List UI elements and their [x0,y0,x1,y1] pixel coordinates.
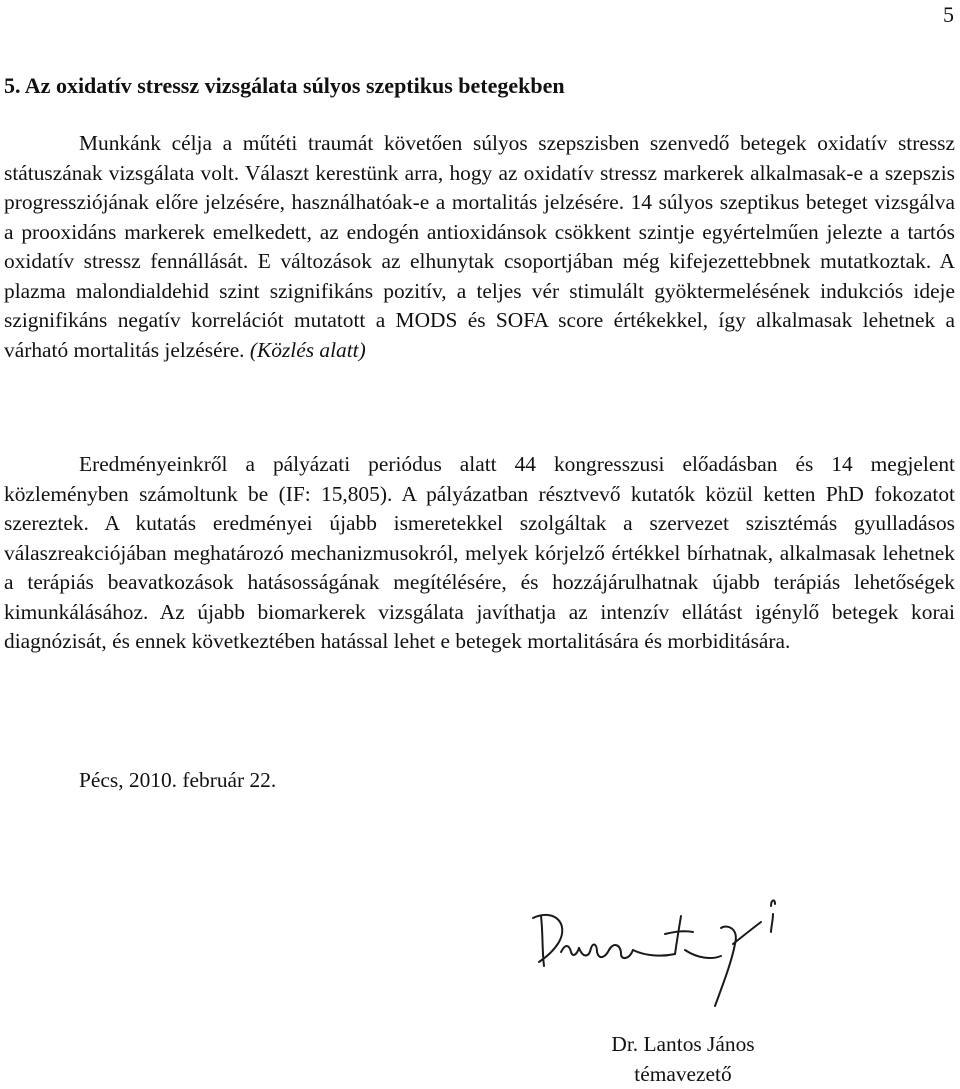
paragraph-1-text: Munkánk célja a műtéti traumát követően súlyos szepszisben szenvedő betegek oxidatív stressz státuszának vizsgálata volt. Választ kerestünk arra, hogy az oxidatív stressz markerek alkalmasak-e a szepszis progressziójának előre jelzésére, használhatóak-e a mortalitás jelzésére. 14 súlyos szeptikus beteget vizsgálva a prooxidáns markerek emelkedett, az endogén antioxidánsok csökkent szintje egyértelműen jelezte a tartós oxidatív stressz fennállását. E változások az elhunytak csoportjában még kifejezettebbnek mutatkoztak. A plazma malondialdehid szint szignifikáns pozitív, a teljes vér stimulált gyöktermelésének indukciós ideje szignifikáns negatív korrelációt mutatott a MODS és SOFA score értékekkel, így alkalmasak lehetnek a várható mortalitás jelzésére. [4,131,955,362]
section-heading: 5. Az oxidatív stressz vizsgálata súlyos szeptikus betegekben [4,73,565,98]
page-number: 5 [943,2,954,27]
paragraph-aims-results [4,129,955,365]
signature-icon [525,888,805,1023]
signer-name: Dr. Lantos János [611,1032,755,1056]
publication-status-note: (Közlés alatt) [249,337,366,362]
paragraph-outcomes: Eredményeinkről a pályázati periódus alatt 44 kongresszusi előadásban és 14 megjelent közleményben számoltunk be (IF: 15,805). A pályázatban résztvevő kutatók közül ketten PhD fokozatot szereztek. A kutatás eredményei újabb ismeretekkel szolgáltak a szervezet szisztémás gyulladásos válaszreakciójában meghatározó mechanizmusokról, melyek kórjelző értékkel bírhatnak, alkalmasak lehetnek a terápiás beavatkozások hatásosságának megítélésére, és hozzájárulhatnak újabb terápiás lehetőségek kimunkálásához. Az újabb biomarkerek vizsgálata javíthatja az intenzív ellátást igénylő betegek korai diagnózisát, és ennek következtében hatással lehet e betegek mortalitására és morbiditására. [4,452,955,653]
signer-role: témavezető [634,1062,732,1086]
signer-block [597,1029,769,1089]
place-and-date: Pécs, 2010. február 22. [79,768,277,792]
